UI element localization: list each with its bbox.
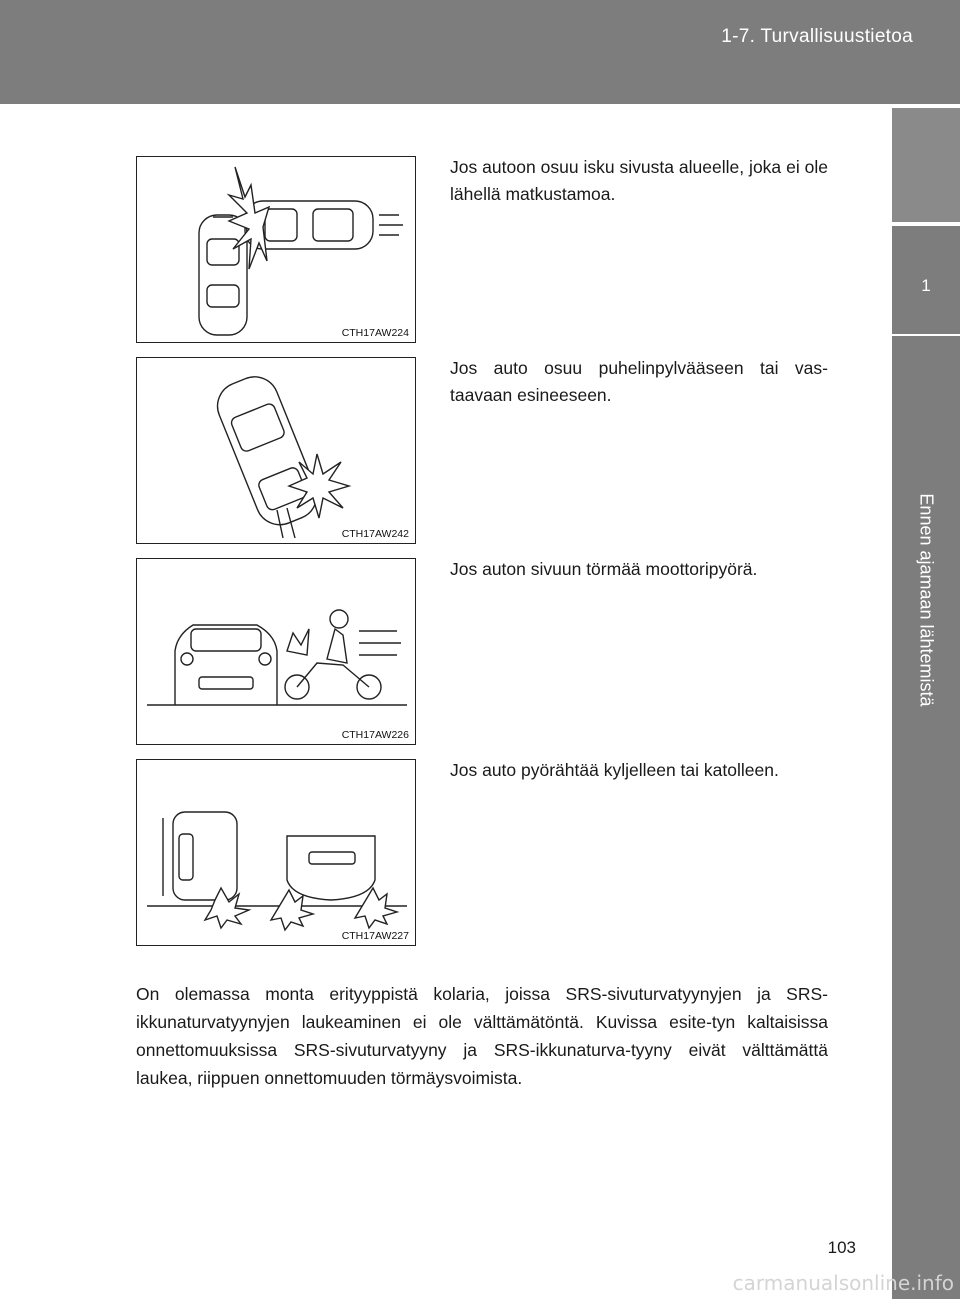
figure-motorcycle-impact bbox=[136, 558, 416, 745]
side-impact-illustration bbox=[137, 157, 414, 341]
side-tab-top bbox=[892, 108, 960, 222]
rollover-illustration bbox=[137, 760, 414, 944]
header-band bbox=[0, 0, 960, 104]
figure-caption: Jos autoon osuu isku sivusta alueelle, joka ei ole lähellä matkustamoa. bbox=[450, 157, 828, 204]
tab-divider bbox=[892, 334, 960, 336]
body-paragraph: On olemassa monta erityyppistä kolaria, joissa SRS-sivuturvatyynyjen ja SRS-ikkunaturvatyynyjen laukeaminen ei ole välttämätöntä. Kuvissa esite-tyn kaltaisissa onnettomuuksissa SRS-sivuturvatyyny ja SRS-ikkunaturva-tyyny eivät välttämättä laukea, riippuen onnettomuuden törmäysvoimista. bbox=[136, 984, 828, 1088]
motorcycle-impact-illustration bbox=[137, 559, 414, 743]
section-title: 1-7. Turvallisuustietoa bbox=[721, 26, 913, 47]
figure-code: CTH17AW224 bbox=[341, 327, 409, 339]
pole-impact-illustration bbox=[137, 358, 414, 542]
figure-code: CTH17AW227 bbox=[341, 930, 409, 942]
figure-code: CTH17AW226 bbox=[341, 729, 409, 741]
figure-caption: Jos auto osuu puhelinpylvääseen tai vas-taavaan esineeseen. bbox=[450, 358, 828, 405]
figure-pole-impact bbox=[136, 357, 416, 544]
figure-side-impact-rear bbox=[136, 156, 416, 343]
watermark: carmanualsonline.info bbox=[732, 1271, 954, 1295]
side-tab bbox=[892, 226, 960, 1299]
figure-code: CTH17AW242 bbox=[341, 528, 409, 540]
chapter-number: 1 bbox=[921, 276, 931, 295]
figure-caption: Jos auton sivuun törmää moottoripyörä. bbox=[450, 559, 758, 579]
chapter-label: Ennen ajamaan lähtemistä bbox=[916, 493, 937, 707]
figure-caption: Jos auto pyörähtää kyljelleen tai katolleen. bbox=[450, 760, 779, 780]
page-number: 103 bbox=[827, 1238, 856, 1257]
figure-rollover bbox=[136, 759, 416, 946]
